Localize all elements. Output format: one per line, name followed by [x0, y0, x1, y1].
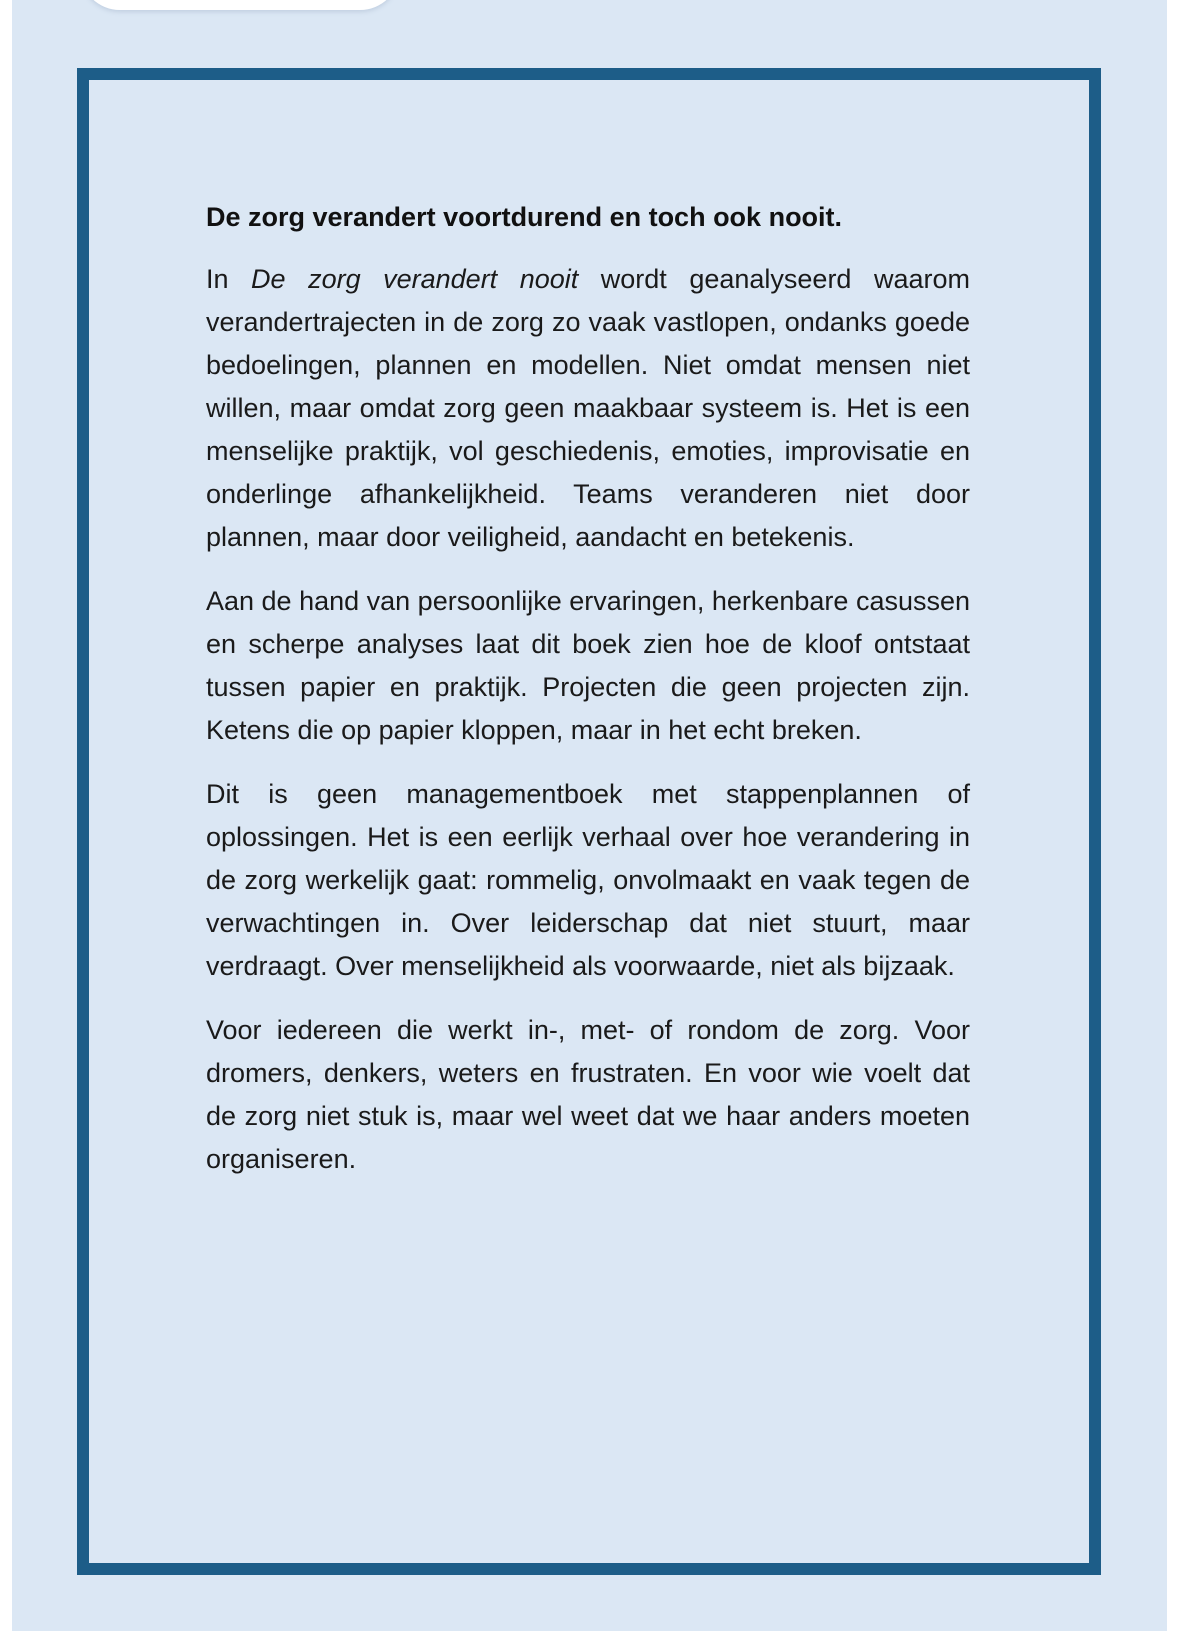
paragraph-4: Voor iedereen die werkt in-, met- of rondom de zorg. Voor dromers, denkers, weters en frustraten. En voor wie voelt dat de zorg niet stuk is, maar wel weet dat we haar anders moeten organiseren.: [206, 1015, 970, 1174]
paragraph-2: Aan de hand van persoonlijke ervaringen, herkenbare casussen en scherpe analyses laat dit boek zien hoe de kloof ontstaat tussen papier en praktijk. Projecten die geen projecten zijn. Ketens die op papier kloppen, maar in het echt breken.: [206, 586, 971, 745]
back-cover-text: [206, 196, 970, 1202]
book-title: De zorg verandert nooit: [251, 264, 579, 294]
top-tab-overlay: [80, 0, 400, 10]
paragraph-3: Dit is geen managementboek met stappenplannen of oplossingen. Het is een eerlijk verhaal over hoe verandering in de zorg werkelijk gaat: rommelig, onvolmaakt en vaak tegen de verwachtingen in. Over leiderschap dat niet stuurt, maar verdraagt. Over menselijkheid als voorwaarde, niet als bijzaak.: [206, 779, 970, 981]
heading: De zorg verandert voortdurend en toch ook nooit.: [206, 202, 843, 232]
paragraph-1: [206, 258, 970, 559]
paragraph-1-rest: wordt geanalyseerd waarom verandertrajecten in de zorg zo vaak vastlopen, ondanks goede bedoelingen, plannen en modellen. Niet omdat mensen niet willen, maar omdat zorg geen maakbaar systeem is. Het is een menselijke praktijk, vol geschiedenis, emoties, improvisatie en onderlinge afhankelijkheid. Teams veranderen niet door plannen, maar door veiligheid, aandacht en betekenis.: [206, 264, 970, 552]
paragraph-1-prefix: In: [206, 264, 252, 294]
